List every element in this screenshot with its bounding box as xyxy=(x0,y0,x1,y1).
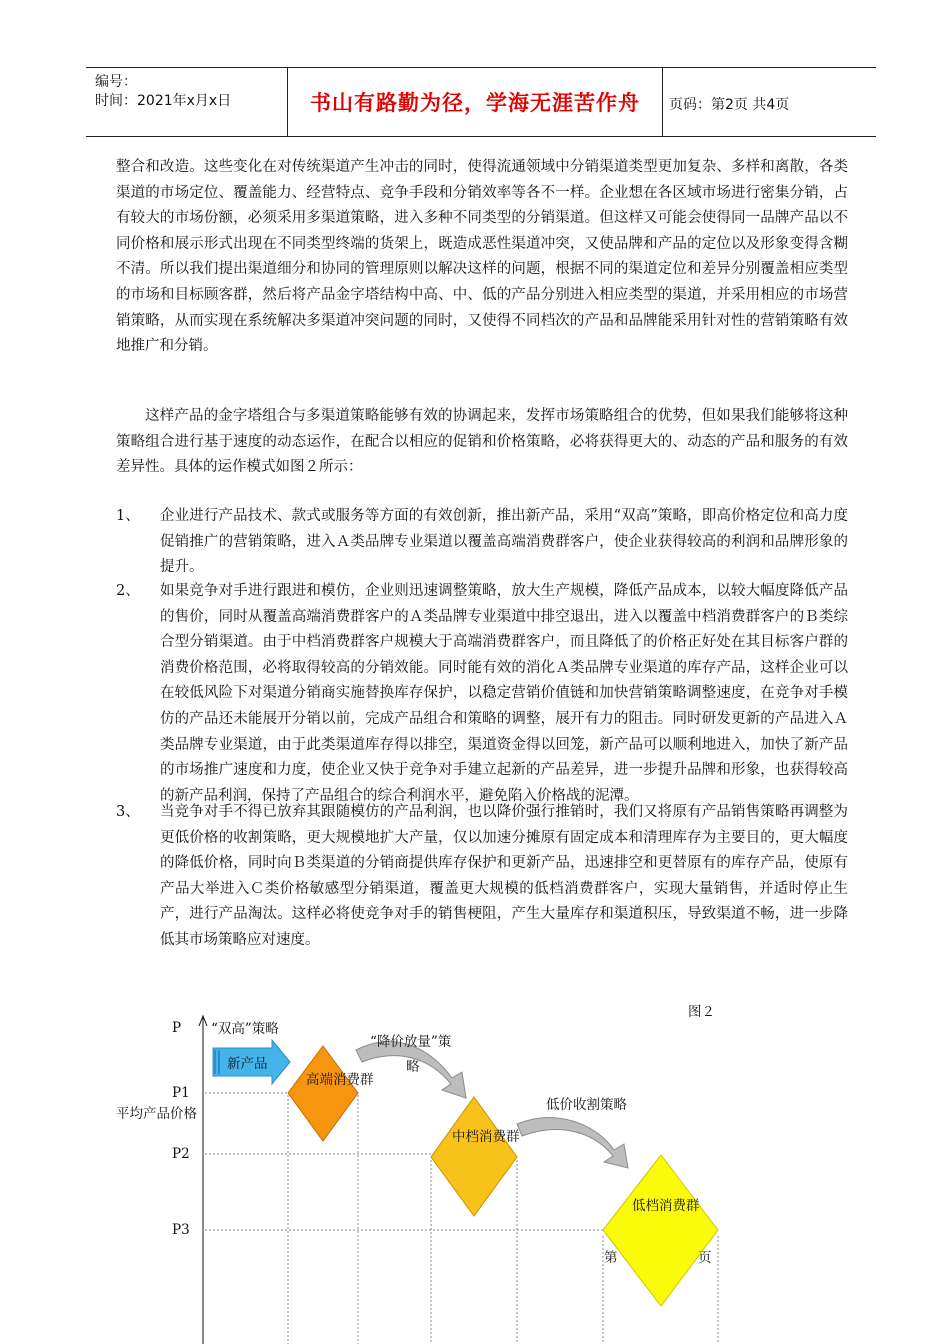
strategy-low-label: 低价收割策略 xyxy=(546,1097,627,1113)
price-level-p2: P2 xyxy=(172,1146,190,1162)
list-text: 如果竞争对手进行跟进和模仿，企业则迅速调整策略，放大生产规模，降低产品成本，以较大幅度降低产品的售价，同时从覆盖高端消费群客户的Ａ类品牌专业渠道中排空退出，进入以覆盖中档消费群客户的Ｂ类综合型分销渠道。由于中档消费群客户规模大于高端消费群客户，而且降低了的价格正好处在其目标客户群的消费价格范围，必将取得较高的分销效能。同时能有效的消化Ａ类品牌专业渠道的库存产品，这样企业可以在较低风险下对渠道分销商实施替换库存保护，以稳定营销价值链和加快营销策略调整速度，在竞争对手模仿的产品还未能展开分销以前，完成产品组合和策略的调整，展开有力的阻击。同时研发更新的产品进入Ａ类品牌专业渠道，由于此类渠道库存得以排空，渠道资金得以回笼，新产品可以顺利地进入，加快了新产品的市场推广速度和力度，使企业又快于竞争对手建立起新的产品差异，进一步提升品牌和形象，也获得较高的新产品利润，保持了产品组合的综合利润水平，避免陷入价格战的泥潭。 xyxy=(160,583,848,804)
mid-range-diamond xyxy=(431,1097,517,1216)
list-number: 1、 xyxy=(116,508,140,524)
low-end-diamond xyxy=(603,1155,718,1306)
partial-text-right: 页 xyxy=(698,1250,712,1266)
paragraph-1: 整合和改造。这些变化在对传统渠道产生冲击的同时，使得流通领域中分销渠道类型更加复杂、多样和离散，各类渠道的市场定位、覆盖能力、经营特点、竞争手段和分销效率等各不一样。企业想在各区域市场进行密集分销，占有较大的市场份额，必须采用多渠道策略，进入多种不同类型的分销渠道。但这样又可能会使得同一品牌产品以不同价格和展示形式出现在不同类型终端的货架上，既造成恶性渠道冲突，又使品牌和产品的定位以及形象变得含糊不清。所以我们提出渠道细分和协同的管理原则以解决这样的问题，根据不同的渠道定位和差异分别覆盖相应类型的市场和目标顾客群，然后将产品金字塔结构中高、中、低的产品分别进入相应类型的渠道，并采用相应的市场营销策略，从而实现在系统解决多渠道冲突问题的同时，又使得不同档次的产品和品牌能采用针对性的营销策略有效地推广和分销。 xyxy=(116,159,848,355)
high-end-label: 高端消费群 xyxy=(306,1072,374,1088)
mid-range-label: 中档消费群 xyxy=(452,1129,520,1145)
paragraph-2: 这样产品的金字塔组合与多渠道策略能够有效的协调起来，发挥市场策略组合的优势，但如果我们能够将这种策略组合进行基于速度的动态运作，在配合以相应的促销和价格策略，必将获得更大的、动态的产品和服务的有效差异性。具体的运作模式如图２所示： xyxy=(116,408,848,476)
new-product-label: 新产品 xyxy=(227,1056,268,1072)
list-text: 企业进行产品技术、款式或服务等方面的有效创新，推出新产品，采用“双高”策略，即高价格定位和高力度促销推广的营销策略，进入Ａ类品牌专业渠道以覆盖高端消费群客户，使企业获得较高的利润和品牌形象的提升。 xyxy=(160,508,848,576)
harvest-arrow xyxy=(517,1118,628,1168)
low-end-label: 低档消费群 xyxy=(632,1198,700,1214)
document-date: 时间：2021年x月x日 xyxy=(95,93,232,109)
list-text: 当竞争对手不得已放弃其跟随模仿的产品利润，也以降价强行推销时，我们又将原有产品销售策略再调整为更低价格的收割策略，更大规模地扩大产量，仅以加速分摊原有固定成本和清理库存为主要目的，更大幅度的降低价格，同时向Ｂ类渠道的分销商提供库存保护和更新产品，迅速排空和更替原有的库存产品，使原有产品大举进入Ｃ类价格敏感型分销渠道，覆盖更大规模的低档消费群客户，实现大量销售，并适时停止生产，进行产品淘汰。这样必将使竞争对手的销售梗阻，产生大量库存和渠道积压，导致渠道不畅，进一步降低其市场策略应对速度。 xyxy=(160,804,848,948)
high-end-diamond xyxy=(288,1046,358,1141)
figure-caption: 图２ xyxy=(688,1004,715,1020)
list-number: 2、 xyxy=(116,583,140,599)
page-number: 页码：第2页 共4页 xyxy=(669,97,790,113)
strategy-cut-label-2: 略 xyxy=(406,1059,420,1075)
strategy-cut-label: “降价放量”策 xyxy=(370,1034,452,1050)
y-axis-label: 平均产品价格 xyxy=(116,1106,197,1122)
price-level-p3: P3 xyxy=(172,1222,190,1238)
list-number: 3、 xyxy=(116,804,140,820)
header-motto: 书山有路勤为径，学海无涯苦作舟 xyxy=(287,68,663,136)
document-number-label: 编号： xyxy=(95,74,137,90)
partial-text-left: 第 xyxy=(604,1250,618,1266)
price-level-p1: P1 xyxy=(172,1085,190,1101)
y-axis-p-label: P xyxy=(172,1020,182,1036)
strategy-high-label: “双高”策略 xyxy=(211,1021,279,1037)
